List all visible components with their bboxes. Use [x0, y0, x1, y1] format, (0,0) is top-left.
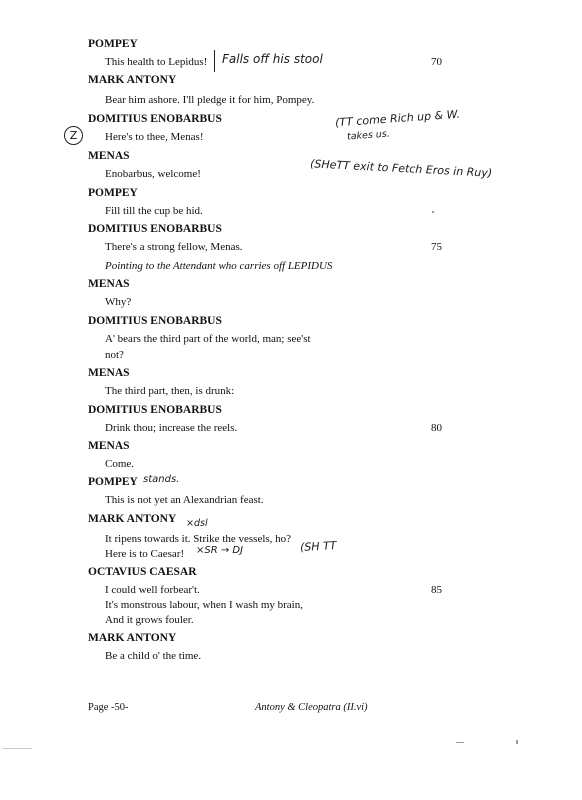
dialogue-line: Why?: [105, 296, 132, 308]
dialogue-line: Fill till the cup be hid.: [105, 205, 203, 217]
speaker-name: POMPEY: [88, 187, 138, 199]
line-number: 85: [431, 584, 442, 596]
handwritten-note: (SH TT: [299, 539, 337, 554]
handwritten-note: ×dsl: [186, 518, 208, 529]
speaker-name: POMPEY: [88, 38, 138, 50]
stage-direction: Pointing to the Attendant who carries off LEPIDUS: [105, 260, 333, 272]
speaker-name: MARK ANTONY: [88, 513, 177, 525]
speaker-name: OCTAVIUS CAESAR: [88, 566, 197, 578]
line-number: 80: [431, 422, 442, 434]
page-number: Page -50-: [88, 702, 129, 713]
dialogue-line: A' bears the third part of the world, man; see'st: [105, 333, 311, 345]
handwritten-bracket: [214, 50, 215, 72]
speaker-name: MENAS: [88, 150, 130, 162]
speaker-name: MENAS: [88, 278, 130, 290]
circle-mark: Z: [64, 126, 83, 145]
speaker-name: MENAS: [88, 367, 130, 379]
dialogue-line: It ripens towards it. Strike the vessels, ho?: [105, 533, 292, 545]
handwritten-note: ×SR → DJ: [196, 545, 244, 556]
dialogue-line: Bear him ashore. I'll pledge it for him, Pompey.: [105, 94, 315, 106]
handwritten-note-falls: Falls off his stool: [222, 52, 323, 66]
dialogue-line: Come.: [105, 458, 135, 470]
handwritten-note: (SHeTT exit to Fetch Eros in Ruy): [309, 157, 493, 180]
handwritten-note: (TT come Rich up & W.: [334, 107, 461, 130]
dialogue-line: Be a child o' the time.: [105, 650, 202, 662]
line-number: 75: [431, 241, 442, 253]
scan-speck: [432, 211, 434, 213]
dialogue-line: Here's to thee, Menas!: [105, 131, 204, 143]
dialogue-line: Enobarbus, welcome!: [105, 168, 201, 180]
speaker-name: DOMITIUS ENOBARBUS: [88, 113, 222, 125]
speaker-name: DOMITIUS ENOBARBUS: [88, 223, 222, 235]
line-number: 70: [431, 56, 442, 68]
speaker-name: MARK ANTONY: [88, 74, 177, 86]
dialogue-line: Here is to Caesar!: [105, 548, 185, 560]
handwritten-note: takes us.: [346, 128, 391, 143]
dialogue-line: And it grows fouler.: [105, 614, 194, 626]
dialogue-line: This health to Lepidus!: [105, 56, 208, 68]
dialogue-line: I could well forbear't.: [105, 584, 200, 596]
play-title: Antony & Cleopatra (II.vi): [255, 702, 368, 713]
speaker-name: DOMITIUS ENOBARBUS: [88, 404, 222, 416]
speaker-name: MARK ANTONY: [88, 632, 177, 644]
scan-speck: [2, 748, 32, 749]
scan-speck: [456, 742, 464, 743]
dialogue-line: It's monstrous labour, when I wash my brain,: [105, 599, 303, 611]
handwritten-note-stands: stands.: [143, 474, 180, 485]
dialogue-line: There's a strong fellow, Menas.: [105, 241, 243, 253]
dialogue-line: Drink thou; increase the reels.: [105, 422, 238, 434]
dialogue-line: not?: [105, 349, 124, 361]
dialogue-line: The third part, then, is drunk:: [105, 385, 235, 397]
speaker-name: POMPEY: [88, 476, 138, 488]
dialogue-line: This is not yet an Alexandrian feast.: [105, 494, 264, 506]
scan-speck: [516, 740, 518, 744]
speaker-name: DOMITIUS ENOBARBUS: [88, 315, 222, 327]
speaker-name: MENAS: [88, 440, 130, 452]
